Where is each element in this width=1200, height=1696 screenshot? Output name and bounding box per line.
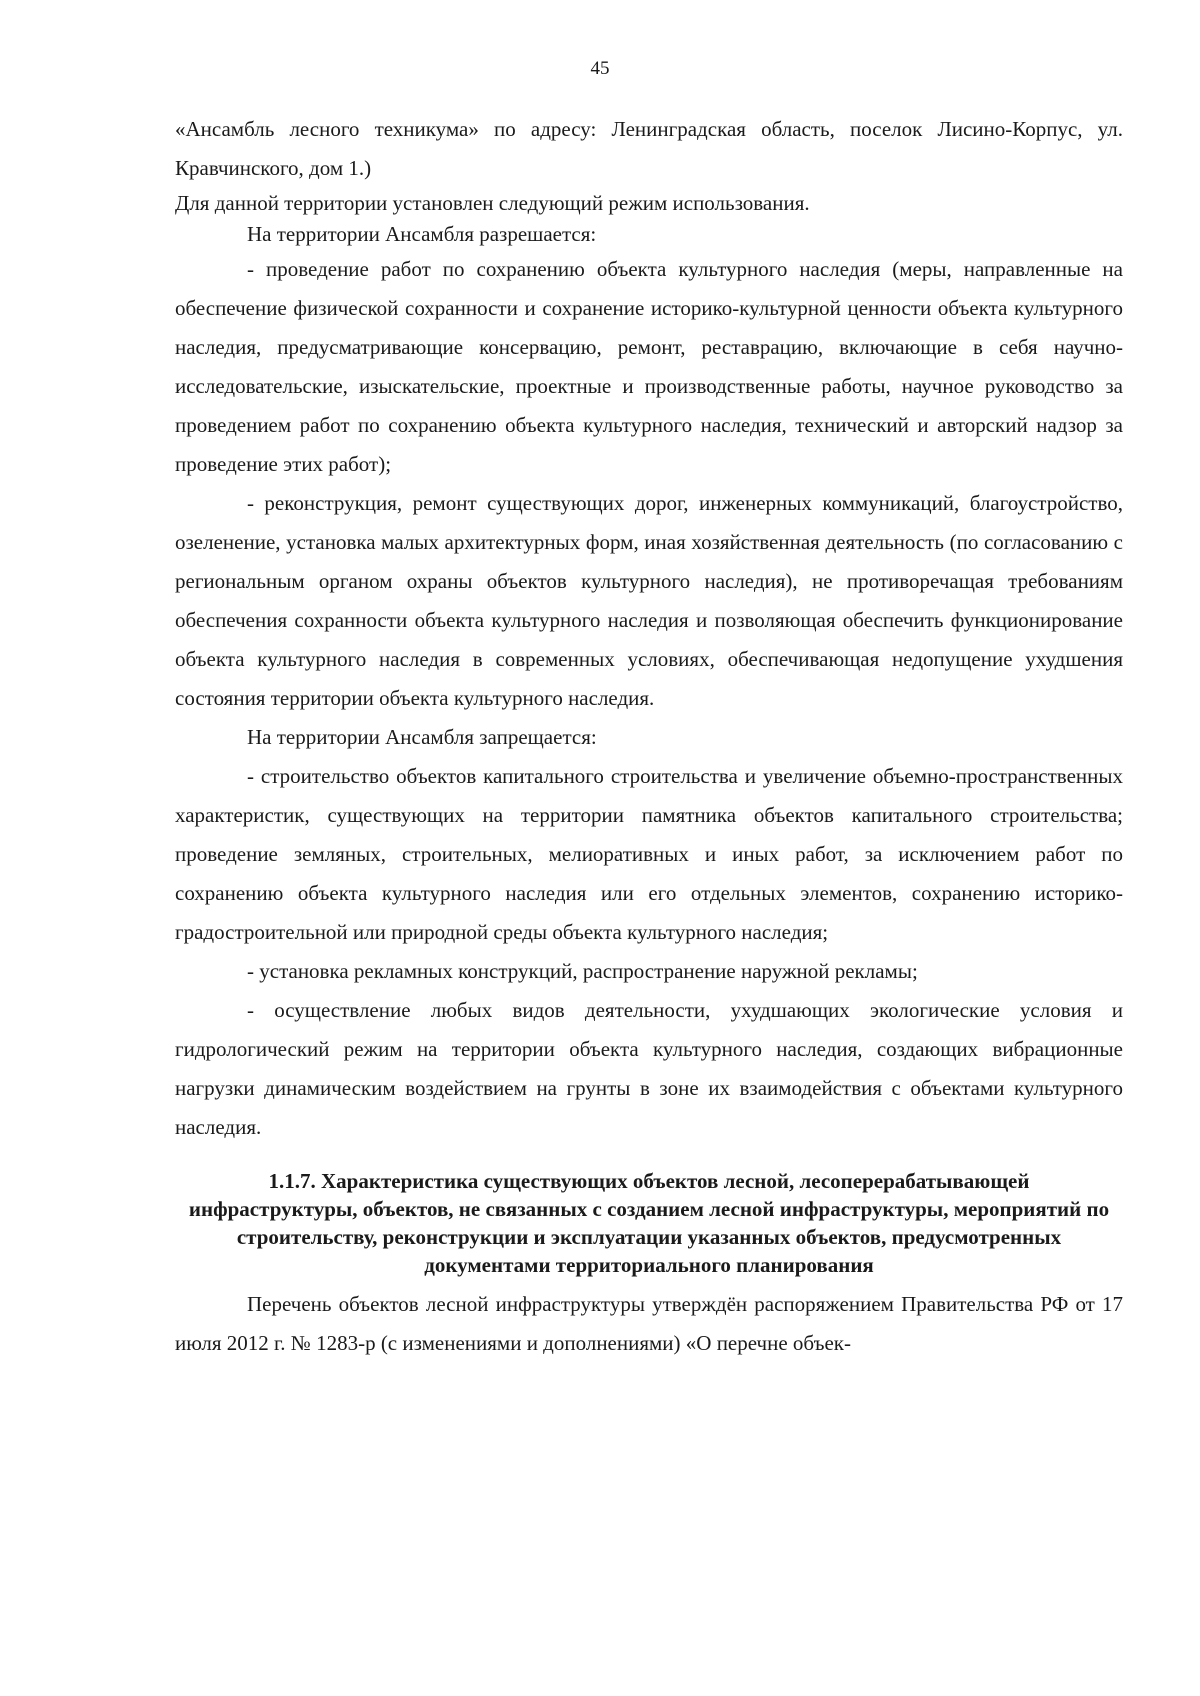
paragraph-address: «Ансамбль лесного техникума» по адресу: Ленинградская область, поселок Лисино-Корпус, ул. Кравчинского, дом 1.) — [175, 117, 1123, 180]
paragraph-forbidden-activities: - осуществление любых видов деятельности, ухудшающих экологические условия и гидрологический режим на территории объекта культурного наследия, создающих вибрационные нагрузки динамическим воздействием на грунты в зоне их взаимодействия с объектами культурного наследия. — [175, 998, 1123, 1139]
paragraph-allowed-reconstruction: - реконструкция, ремонт существующих дорог, инженерных коммуникаций, благоустройство, озеленение, установка малых архитектурных форм, иная хозяйственная деятельность (по согласованию с региональным органом охраны объектов культурного наследия), не противоречащая требованиям обеспечения сохранности объекта культурного наследия и позволяющая обеспечить функционирование объекта культурного наследия в современных условиях, обеспечивающая недопущение ухудшения состояния территории объекта культурного наследия. — [175, 491, 1123, 710]
paragraph-allowed-intro: На территории Ансамбля разрешается: — [247, 222, 597, 246]
paragraph-allowed-preservation: - проведение работ по сохранению объекта культурного наследия (меры, направленные на обеспечение физической сохранности и сохранение историко-культурной ценности объекта культурного наследия, предусматривающие консервацию, ремонт, реставрацию, включающие в себя научно-исследовательские, изыскательские, проектные и производственные работы, научное руководство за проведением работ по сохранению объекта культурного наследия, технический и авторский надзор за проведение этих работ); — [175, 257, 1123, 476]
paragraph-forbidden-advertising: - установка рекламных конструкций, распространение наружной рекламы; — [247, 959, 918, 983]
paragraph-forbidden-intro: На территории Ансамбля запрещается: — [247, 725, 597, 749]
paragraph-forbidden-construction: - строительство объектов капитального строительства и увеличение объемно-пространственных характеристик, существующих на территории памятника объектов капитального строительства; проведение земляных, строительных, мелиоративных и иных работ, за исключением работ по сохранению объекта культурного наследия или его отдельных элементов, сохранению историко-градостроительной или природной среды объекта культурного наследия; — [175, 764, 1123, 944]
page-number: 45 — [590, 58, 610, 79]
document-body — [175, 110, 1123, 1363]
paragraph-usage-regime: Для данной территории установлен следующий режим использования. — [175, 191, 810, 215]
section-heading: 1.1.7. Характеристика существующих объектов лесной, лесоперерабатывающей инфраструктуры, объектов, не связанных с созданием лесной инфраструктуры, мероприятий по строительству, реконструкции и эксплуатации указанных объектов, предусмотренных документами территориального планирования — [188, 1169, 1110, 1277]
paragraph-infrastructure-list: Перечень объектов лесной инфраструктуры утверждён распоряжением Правительства РФ от 17 июля 2012 г. № 1283-р (с изменениями и дополнениями) «О перечне объек- — [175, 1292, 1123, 1355]
